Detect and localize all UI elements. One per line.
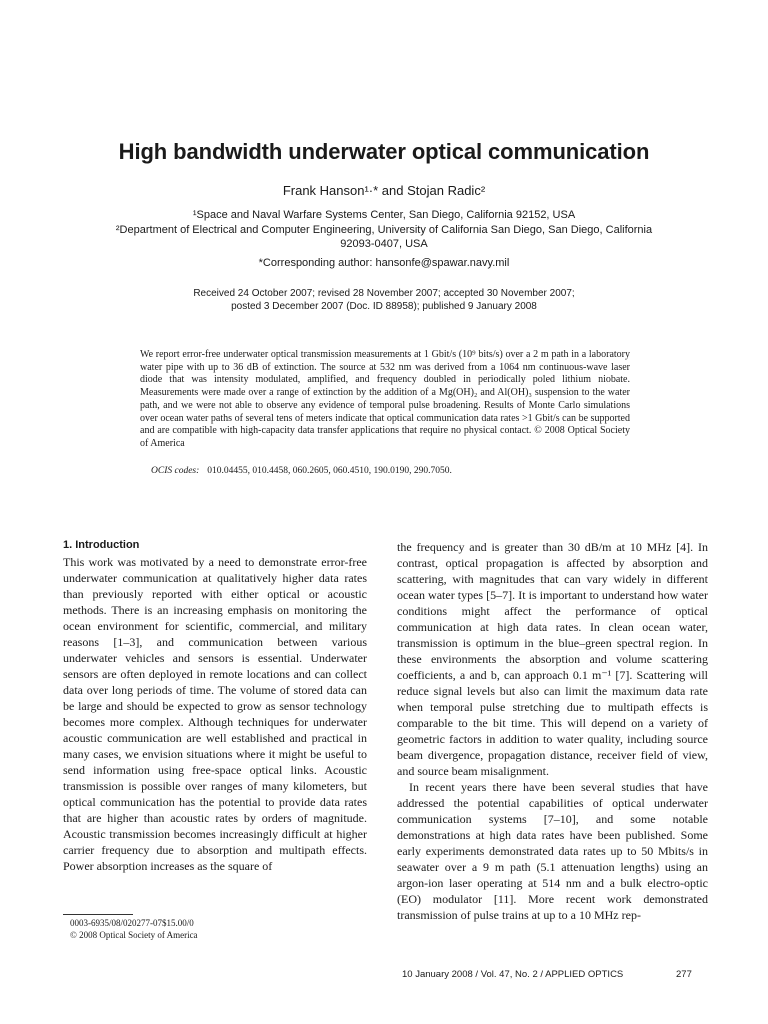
ocis-label: OCIS codes: [151, 466, 200, 476]
history-line-1: Received 24 October 2007; revised 28 November 2007; accepted 30 November 2007; [193, 288, 575, 299]
paper-title: High bandwidth underwater optical communication [118, 138, 650, 164]
affiliations [110, 208, 658, 252]
abstract-text: We report error-free underwater optical transmission measurements at 1 Gbit/s (10⁹ bits/s) over a 2 m path in a laboratory water pipe with up to 36 dB of extinction. The source at 532 nm was derived from a 1064 nm continuous-wave laser diode that was intensity modulated, amplified, and frequency doubled in periodically poled lithium niobate. Measurements were made over a range of extinction by the addition of a Mg(OH)₂ and Al(OH)₃ suspension to the water path, and we were not able to observe any evidence of temporal pulse broadening. Results of Monte Carlo simulations over ocean water paths of several tens of meters indicate that optical communication data rates >1 Gbit/s can be supported and are compatible with high-capacity data transfer applications that require no physical contact. © 2008 Optical Society of America [140, 349, 630, 449]
affiliation-1: ¹Space and Naval Warfare Systems Center, San Diego, California 92152, USA [192, 209, 576, 221]
body-paragraph: This work was motivated by a need to demonstrate error-free underwater communication at qualitatively higher data rates than previously reported with either optical or acoustic methods. There is an increasing emphasis on monitoring the ocean environment for scientific, commercial, and military reasons [1–3], and communication between various underwater vehicles and sensors is essential. Underwater sensors are often deployed in remote locations and can collect data over long periods of time. The volume of stored data can be large and should be expected to grow as sensor technology becomes more complex. Although techniques for underwater acoustic communication are well established and practical in many cases, we envision situations where it might be useful to send information using free-space optical links. Acoustic transmission is possible over ranges of many kilometers, but optical communication has the potential to provide data rates that are higher than acoustic rates by orders of magnitude. Acoustic transmission becomes increasingly difficult at higher carrier frequency due to absorption and multipath effects. Power absorption increases as the square of [63, 555, 367, 873]
journal-citation: 10 January 2008 / Vol. 47, No. 2 / APPLIED OPTICS [402, 969, 624, 980]
footnote-line-2: © 2008 Optical Society of America [70, 929, 198, 940]
footnote-divider [63, 914, 133, 915]
body-paragraph: In recent years there have been several studies that have addressed the potential capabilities of optical underwater communication systems [7–10], and some notable demonstrations at high data rates have been published. Some early experiments demonstrated data rates up to 50 Mbits/s in seawater over a 9 m path (5.1 attenuation lengths) using an argon-ion laser operating at 514 nm and a bulk electro-optic (EO) modulator [11]. More recent work demonstrated transmission of pulse trains at up to a 10 MHz rep- [397, 780, 708, 922]
corresponding-author: *Corresponding author: hansonfe@spawar.navy.mil [258, 257, 510, 269]
copyright-footnote [70, 918, 350, 941]
history-line-2: posted 3 December 2007 (Doc. ID 88958); published 9 January 2008 [231, 301, 537, 312]
publication-history [110, 287, 658, 313]
ocis-values: 010.04455, 010.4458, 060.2605, 060.4510, 190.0190, 290.7050. [207, 466, 452, 476]
body-column-right [397, 539, 708, 923]
body-column-left [63, 539, 367, 874]
ocis-codes [151, 466, 631, 476]
abstract [140, 349, 630, 451]
body-paragraph: the frequency and is greater than 30 dB/m at 10 MHz [4]. In contrast, optical propagation is affected by absorption and scattering, with magnitudes that can vary widely in different ocean water types [5–7]. It is important to understand how water conditions might affect the performance of optical communication at high data rates. In clean ocean water, transmission is optimum in the blue–green spectral region. In these environments the absorption and volume scattering coefficients, a and b, can approach 0.1 m⁻¹ [7]. Scattering will reduce signal levels but also can limit the maximum data rate when temporal pulse stretching due to multipath effects is comparable to the bit time. This will depend on a variety of geometric factors in addition to water quality, including source beam divergence, propagation distance, receiver field of view, and source beam misalignment. [397, 540, 708, 778]
affiliation-2: ²Department of Electrical and Computer Engineering, University of California San Diego, San Diego, California 92093-0407, USA [115, 223, 653, 250]
author-list: Frank Hanson¹·* and Stojan Radic² [282, 183, 486, 198]
footnote-line-1: 0003-6935/08/020277-07$15.00/0 [70, 918, 194, 928]
section-heading: 1. Introduction [63, 539, 140, 551]
page-number: 277 [676, 969, 692, 980]
